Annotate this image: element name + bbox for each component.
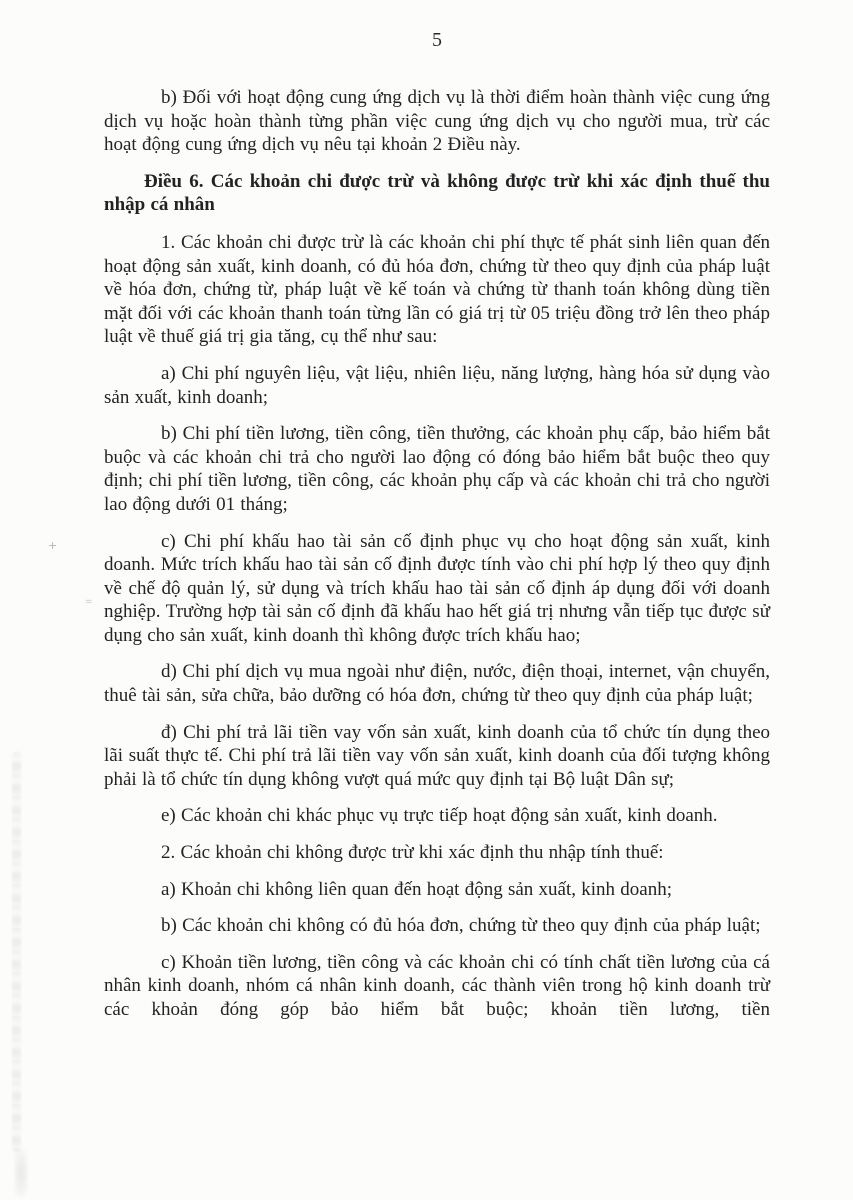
scan-artifact-edge-smudge	[14, 1150, 28, 1196]
clause-1c-depreciation: c) Chi phí khấu hao tài sản cố định phục vụ cho hoạt động sản xuất, kinh doanh. Mức trích khấu hao tài sản cố định được tính vào chi phí hợp lý theo quy định về chế độ quản lý, sử dụng và trích khấu hao tài sản cố định áp dụng đối với doanh nghiệp. Trường hợp tài sản cố định đã khấu hao hết giá trị nhưng vẫn tiếp tục được sử dụng cho sản xuất, kinh doanh thì không được trích khấu hao;	[104, 530, 770, 646]
paragraph-service-supply-timing: b) Đối với hoạt động cung ứng dịch vụ là thời điểm hoàn thành việc cung ứng dịch vụ hoặc hoàn thành từng phần việc cung ứng dịch vụ cho người mua, trừ các hoạt động cung ứng dịch vụ nêu tại khoản 2 Điều này.	[104, 87, 770, 156]
scan-artifact-plus-mark: +	[48, 539, 58, 552]
clause-2-nondeductible-intro: 2. Các khoản chi không được trừ khi xác định thu nhập tính thuế:	[161, 842, 664, 864]
document-body	[104, 86, 770, 1022]
clause-1-deductible-intro: 1. Các khoản chi được trừ là các khoản chi phí thực tế phát sinh liên quan đến hoạt động sản xuất, kinh doanh, có đủ hóa đơn, chứng từ theo quy định của pháp luật về hóa đơn, chứng từ, pháp luật về kế toán và chứng từ thanh toán không dùng tiền mặt đối với các khoản thanh toán từng lần có giá trị từ 05 triệu đồng trở lên theo pháp luật về thuế giá trị gia tăng, cụ thể như sau:	[104, 231, 770, 348]
clause-2b-missing-invoices: b) Các khoản chi không có đủ hóa đơn, chứng từ theo quy định của pháp luật;	[161, 915, 761, 937]
clause-2c-owner-wages: c) Khoản tiền lương, tiền công và các khoản chi có tính chất tiền lương của cá nhân kinh doanh, nhóm cá nhân kinh doanh, các thành viên trong hộ kinh doanh trừ các khoản đóng góp bảo hiểm bắt buộc; khoản tiền lương, tiền	[104, 951, 770, 1020]
page-number: 5	[432, 29, 442, 51]
scan-artifact-edge-streak	[12, 752, 21, 1152]
clause-1e-other-expenses: e) Các khoản chi khác phục vụ trực tiếp hoạt động sản xuất, kinh doanh.	[161, 805, 718, 827]
clause-1d-purchased-services: d) Chi phí dịch vụ mua ngoài như điện, nước, điện thoại, internet, vận chuyển, thuê tài sản, sửa chữa, bảo dưỡng có hóa đơn, chứng từ theo quy định của pháp luật;	[104, 661, 770, 707]
clause-1b-wages: b) Chi phí tiền lương, tiền công, tiền thưởng, các khoản phụ cấp, bảo hiểm bắt buộc và các khoản chi trả cho người lao động có đóng bảo hiểm bắt buộc theo quy định; chi phí tiền lương, tiền công, các khoản phụ cấp và các khoản chi trả cho người lao động dưới 01 tháng;	[104, 423, 770, 515]
clause-1a-materials: a) Chi phí nguyên liệu, vật liệu, nhiên liệu, năng lượng, hàng hóa sử dụng vào sản xuất, kinh doanh;	[104, 362, 770, 408]
article-6-heading: Điều 6. Các khoản chi được trừ và không được trừ khi xác định thuế thu nhập cá nhân	[104, 170, 770, 216]
clause-2a-unrelated-expenses: a) Khoản chi không liên quan đến hoạt động sản xuất, kinh doanh;	[161, 878, 672, 900]
clause-1dd-loan-interest: đ) Chi phí trả lãi tiền vay vốn sản xuất, kinh doanh của tổ chức tín dụng theo lãi suất thực tế. Chi phí trả lãi tiền vay vốn sản xuất, kinh doanh của đối tượng không phải là tổ chức tín dụng không vượt quá mức quy định tại Bộ luật Dân sự;	[104, 721, 770, 790]
scan-artifact-dash-mark: =	[85, 597, 92, 607]
